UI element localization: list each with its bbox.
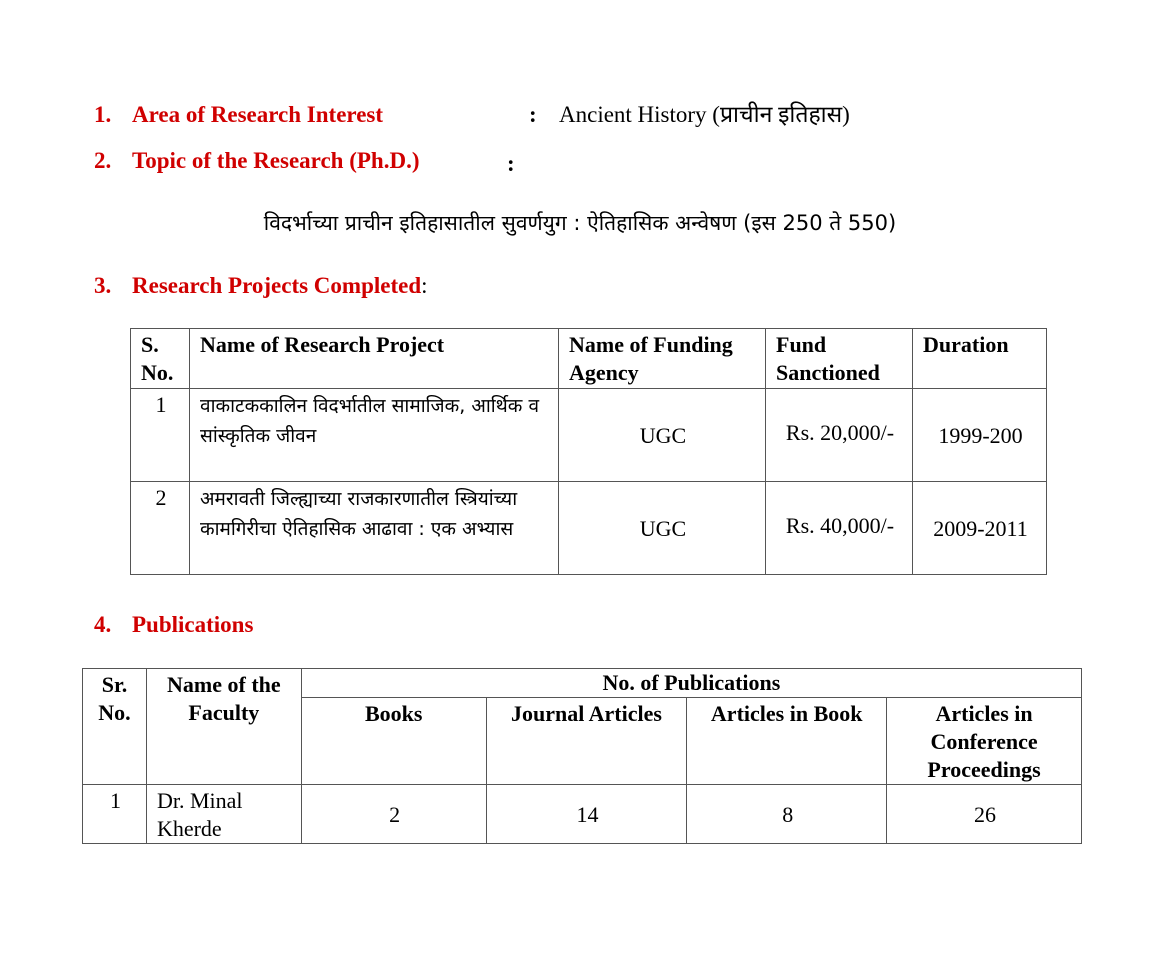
cell-sno: 2 [131,482,190,575]
cell-funding-agency: UGC [559,482,766,575]
header-books: Books [301,698,486,785]
cell-articles-in-book: 8 [687,785,887,844]
cell-journal-articles: 14 [486,785,687,844]
cell-duration: 2009-2011 [913,482,1047,575]
cell-sno: 1 [131,389,190,482]
header-duration: Duration [913,329,1047,389]
research-interest-value: Ancient History (प्राचीन इतिहास) [559,102,850,127]
section-number: 3. [94,273,112,298]
table-row [131,482,1047,575]
cell-books: 2 [301,785,486,844]
section-number: 2. [94,148,112,173]
table-header-row [131,329,1047,389]
header-sno: S. No. [131,329,190,389]
cell-project-name: वाकाटककालिन विदर्भातील सामाजिक, आर्थिक व सांस्कृतिक जीवन [190,389,559,482]
header-journal-articles: Journal Articles [486,698,687,785]
section-number: 4. [94,612,112,637]
table-header-row [83,669,1082,698]
heading-topic-of-research [94,147,419,175]
header-no-of-publications: No. of Publications [301,669,1081,698]
section-label: Publications [132,612,254,637]
cell-funding-agency: UGC [559,389,766,482]
cell-conference-proceedings: 26 [887,785,1082,844]
table-row [131,389,1047,482]
header-articles-in-book: Articles in Book [687,698,887,785]
section-number: 1. [94,102,112,127]
heading-research-projects [94,272,428,300]
publications-table [82,668,1082,844]
colon: : [529,102,537,127]
cell-srno: 1 [83,785,147,844]
research-topic-text: विदर्भाच्या प्राचीन इतिहासातील सुवर्णयुग : ऐतिहासिक अन्वेषण (इस 250 ते 550) [263,211,897,235]
cell-project-name: अमरावती जिल्ह्याच्या राजकारणातील स्त्रियांच्या कामगिरीचा ऐतिहासिक आढावा : एक अभ्यास [190,482,559,575]
header-srno: Sr. No. [83,669,147,785]
heading-area-of-research [94,101,383,129]
header-project-name: Name of Research Project [190,329,559,389]
section-label: Research Projects Completed [132,273,422,298]
header-funding-agency: Name of Funding Agency [559,329,766,389]
cell-fund: Rs. 20,000/- [766,389,913,482]
cell-duration: 1999-200 [913,389,1047,482]
colon: : [507,151,515,176]
section-label: Topic of the Research (Ph.D.) [132,148,420,173]
section-label: Area of Research Interest [132,102,384,127]
header-fund-sanctioned: Fund Sanctioned [766,329,913,389]
header-faculty-name: Name of the Faculty [146,669,301,785]
research-projects-table [130,328,1047,575]
cell-faculty-name: Dr. Minal Kherde [146,785,301,844]
heading-suffix: : [421,273,428,298]
header-conference-proceedings: Articles in Conference Proceedings [887,698,1082,785]
cell-fund: Rs. 40,000/- [766,482,913,575]
table-row [83,785,1082,844]
heading-publications [94,611,253,639]
